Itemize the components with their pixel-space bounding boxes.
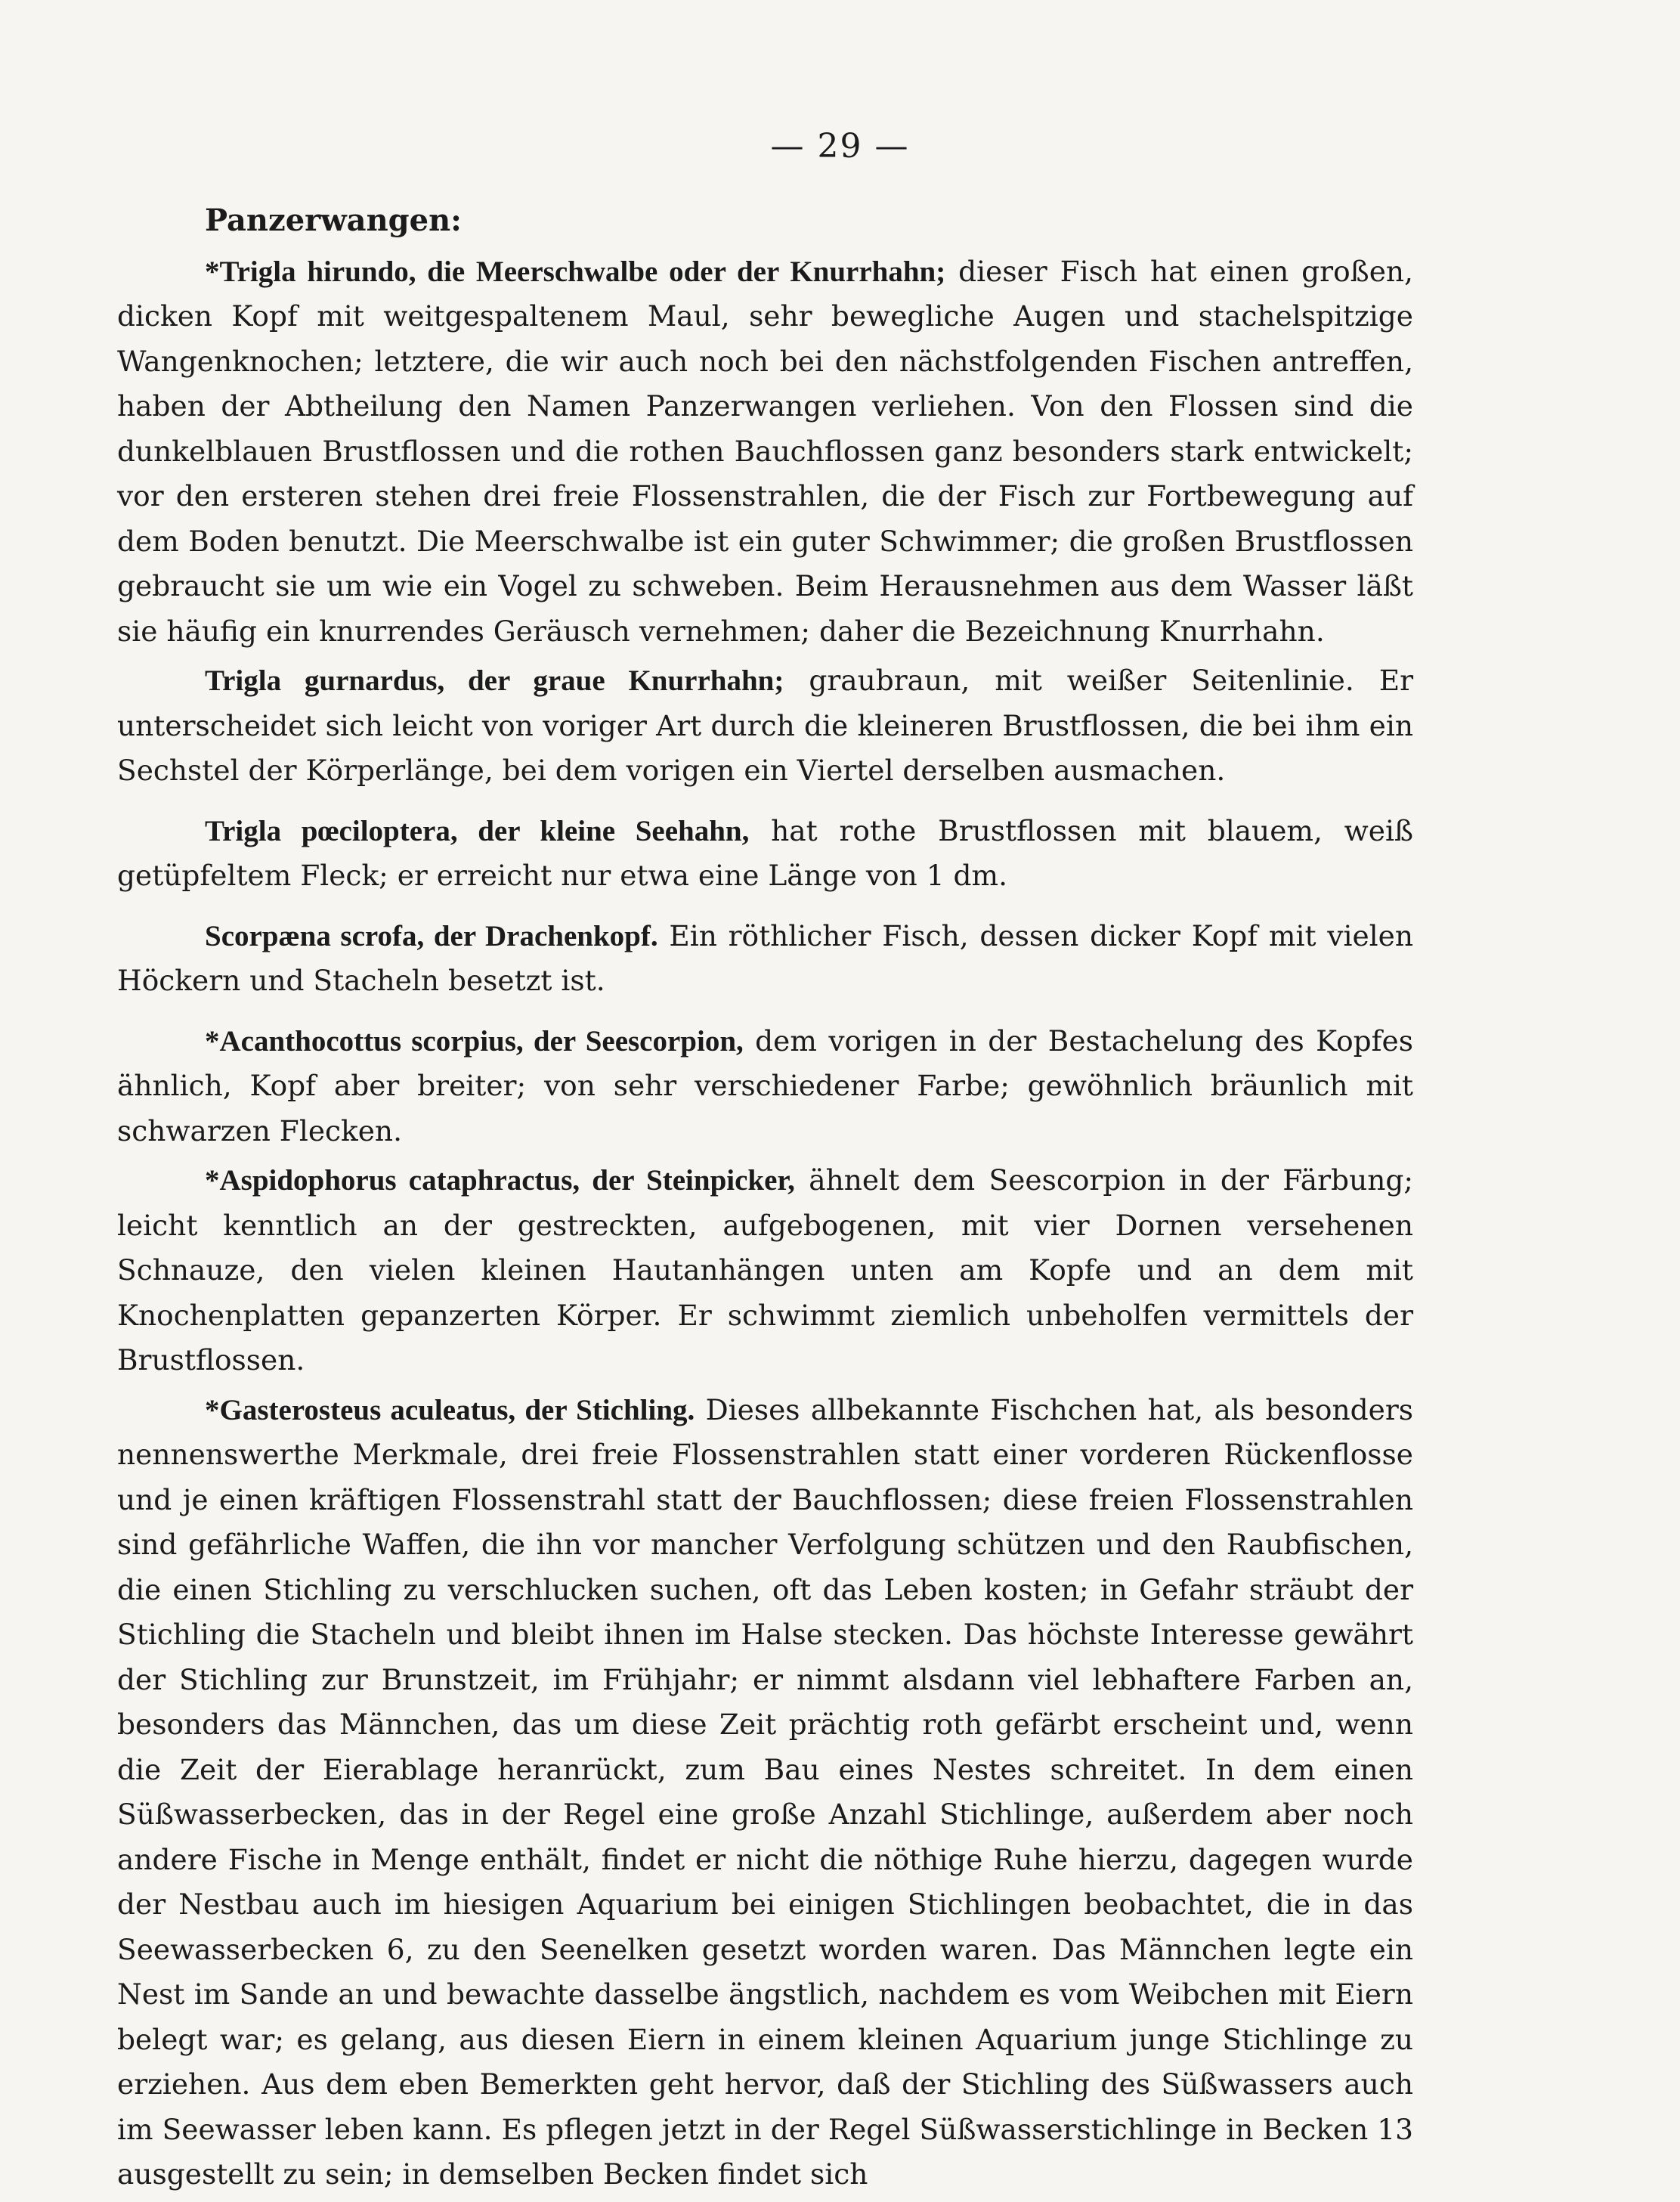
section-heading: Panzerwangen: (205, 203, 462, 238)
paragraph-trigla-poeciloptera (117, 809, 1413, 899)
page-number: — 29 — (770, 127, 910, 166)
species-name: *Gasterosteus aculeatus, der Stichling. (205, 1393, 695, 1426)
species-name: *Acanthocottus scorpius, der Seescorpion, (205, 1024, 744, 1058)
paragraph-text: dieser Fisch hat einen großen, dicken Kopf mit weitgespaltenem Maul, sehr bewegliche Augen und stachelspitzige Wangenknochen; letztere, die wir auch noch bei den nächstfolgenden Fischen antreffen, haben der Abtheilung den Namen Panzerwangen verliehen. Von den Flossen sind die dunkelblauen Brustflossen und die rothen Bauchflossen ganz besonders stark entwickelt; vor den ersteren stehen drei freie Flossenstrahlen, die der Fisch zur Fortbewegung auf dem Boden benutzt. Die Meerschwalbe ist ein guter Schwimmer; die großen Brustflossen gebraucht sie um wie ein Vogel zu schweben. Beim Herausnehmen aus dem Wasser läßt sie häufig ein knurrendes Geräusch vernehmen; daher die Bezeichnung Knurrhahn. (117, 254, 1413, 648)
paragraph-scorpaena-scrofa (117, 914, 1413, 1004)
paragraph-trigla-gurnardus (117, 658, 1413, 794)
paragraph-text: Dieses allbekannte Fischchen hat, als besonders nennenswerthe Merkmale, drei freie Flossenstrahlen statt einer vorderen Rückenflosse und je einen kräftigen Flossenstrahl statt der Bauchflossen; diese freien Flossenstrahlen sind gefährliche Waffen, die ihn vor mancher Verfolgung schützen und den Raubfischen, die einen Stichling zu verschlucken suchen, oft das Leben kosten; in Gefahr sträubt der Stichling die Stacheln und bleibt ihnen im Halse stecken. Das höchste Interesse gewährt der Stichling zur Brunstzeit, im Frühjahr; er nimmt alsdann viel lebhaftere Farben an, besonders das Männchen, das um diese Zeit prächtig roth gefärbt erscheint und, wenn die Zeit der Eierablage heranrückt, zum Bau eines Nestes schreitet. In dem einen Süßwasserbecken, das in der Regel eine große Anzahl Stichlinge, außerdem aber noch andere Fische in Menge enthält, findet er nicht die nöthige Ruhe hierzu, dagegen wurde der Nestbau auch im hiesigen Aquarium bei einigen Stichlingen beobachtet, die in das Seewasserbecken 6, zu den Seenelken gesetzt worden waren. Das Männchen legte ein Nest im Sande an und bewachte dasselbe ängstlich, nachdem es vom Weibchen mit Eiern belegt war; es gelang, aus diesen Eiern in einem kleinen Aquarium junge Stichlinge zu erziehen. Aus dem eben Bemerkten geht hervor, daß der Stichling des Süßwassers auch im Seewasser leben kann. Es pflegen jetzt in der Regel Süßwasserstichlinge in Becken 13 ausgestellt zu sein; in demselben Becken findet sich (117, 1392, 1413, 2191)
paragraph-text: graubraun, mit weißer Seitenlinie. Er unterscheidet sich leicht von voriger Art durch die kleineren Brustflossen, die bei ihm ein Sechstel der Körperlänge, bei dem vorigen ein Viertel derselben ausmachen. (117, 664, 1413, 787)
paragraph-text: dem vorigen in der Bestachelung des Kopfes ähnlich, Kopf aber breiter; von sehr verschiedener Farbe; gewöhnlich bräunlich mit schwarzen Flecken. (117, 1024, 1413, 1147)
paragraph-trigla-hirundo (117, 249, 1413, 655)
species-name: Scorpæna scrofa, der Drachenkopf. (205, 919, 658, 952)
paragraph-acanthocottus-scorpius (117, 1019, 1413, 1154)
paragraph-text: hat rothe Brustflossen mit blauem, weiß getüpfeltem Fleck; er erreicht nur etwa eine Länge von 1 dm. (117, 813, 1413, 892)
paragraph-text: Ein röthlicher Fisch, dessen dicker Kopf mit vielen Höckern und Stacheln besetzt ist. (117, 918, 1413, 997)
paragraph-aspidophorus-cataphractus (117, 1158, 1413, 1383)
species-name: *Aspidophorus cataphractus, der Steinpicker, (205, 1164, 795, 1197)
page-body (117, 198, 1413, 2202)
species-name: Trigla gurnardus, der graue Knurrhahn; (205, 664, 784, 697)
paragraph-text: ähnelt dem Seescorpion in der Färbung; leicht kenntlich an der gestreckten, aufgebogenen, mit vier Dornen versehenen Schnauze, den vielen kleinen Hautanhängen unten am Kopfe und an dem mit Knochenplatten gepanzerten Körper. Er schwimmt ziemlich unbeholfen vermittels der Brustflossen. (117, 1163, 1414, 1377)
species-name: *Trigla hirundo, die Meerschwalbe oder der Knurrhahn; (205, 255, 946, 288)
species-name: Trigla pœciloptera, der kleine Seehahn, (205, 814, 750, 847)
paragraph-gasterosteus-aculeatus (117, 1388, 1413, 2197)
